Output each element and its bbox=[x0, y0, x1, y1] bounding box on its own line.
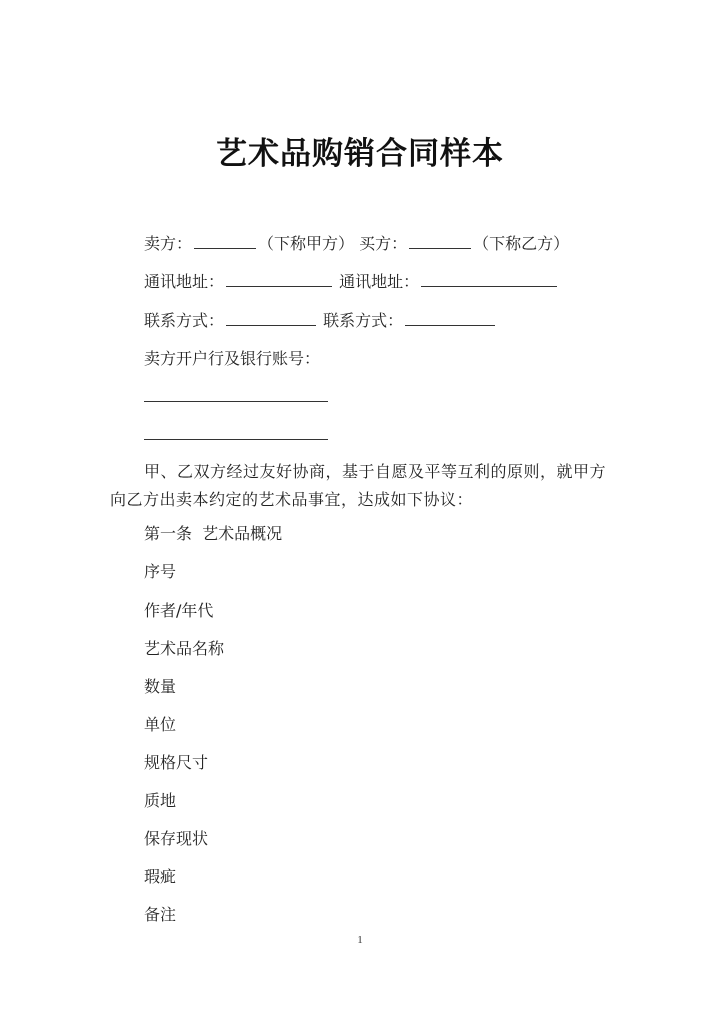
buyer-address-blank[interactable] bbox=[421, 272, 557, 287]
document-title: 艺术品购销合同样本 bbox=[216, 136, 504, 172]
field-defects: 瑕疵 bbox=[144, 867, 177, 886]
seller-address-blank[interactable] bbox=[226, 272, 332, 287]
bank-line bbox=[144, 348, 320, 370]
seller-contact-blank[interactable] bbox=[226, 311, 316, 326]
bank-label: 卖方开户行及银行账号： bbox=[144, 349, 321, 368]
bank-blank-line-1 bbox=[144, 386, 328, 408]
seller-contact-label: 联系方式： bbox=[144, 311, 225, 330]
seller-alias: （下称甲方） bbox=[258, 234, 355, 253]
field-artwork-name: 艺术品名称 bbox=[144, 639, 225, 658]
seller-address-label: 通讯地址： bbox=[144, 272, 225, 291]
seller-label: 卖方： bbox=[144, 234, 193, 253]
buyer-contact-blank[interactable] bbox=[405, 311, 495, 326]
buyer-address-label: 通讯地址： bbox=[339, 272, 420, 291]
field-condition: 保存现状 bbox=[144, 829, 209, 848]
page-number: 1 bbox=[357, 934, 363, 946]
buyer-alias: （下称乙方） bbox=[473, 234, 570, 253]
bank-account-blank-2[interactable] bbox=[144, 425, 328, 440]
field-remarks: 备注 bbox=[144, 905, 177, 924]
seller-name-blank[interactable] bbox=[194, 234, 256, 249]
address-line bbox=[144, 271, 559, 293]
intro-paragraph: 甲、乙双方经过友好协商，基于自愿及平等互利的原则，就甲方向乙方出卖本约定的艺术品事宜，达成如下协议： bbox=[110, 462, 607, 509]
field-material: 质地 bbox=[144, 791, 177, 810]
article-1-heading: 第一条 艺术品概况 bbox=[144, 524, 283, 543]
contact-line bbox=[144, 310, 497, 332]
field-quantity: 数量 bbox=[144, 677, 177, 696]
buyer-label: 买方： bbox=[359, 234, 408, 253]
field-author-era: 作者/年代 bbox=[144, 601, 214, 620]
field-serial-number: 序号 bbox=[144, 562, 177, 581]
buyer-contact-label: 联系方式： bbox=[323, 311, 404, 330]
buyer-name-blank[interactable] bbox=[409, 234, 471, 249]
field-dimensions: 规格尺寸 bbox=[144, 753, 209, 772]
bank-blank-line-2 bbox=[144, 424, 328, 446]
bank-account-blank-1[interactable] bbox=[144, 387, 328, 402]
parties-line bbox=[144, 233, 569, 255]
field-unit: 单位 bbox=[144, 715, 177, 734]
